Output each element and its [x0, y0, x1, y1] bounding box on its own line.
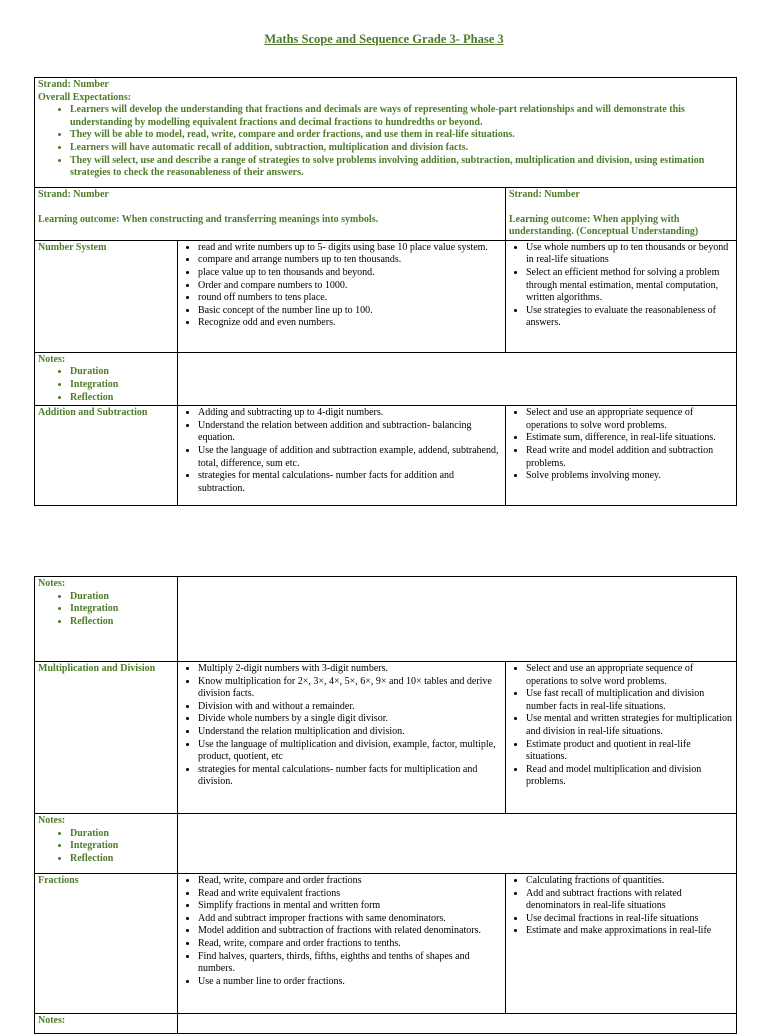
list-item: • Understand the relation multiplication and division. [198, 726, 502, 739]
multiplication-constructing [178, 662, 506, 814]
list-item: • round off numbers to tens place. [198, 292, 502, 305]
list-item: • Model addition and subtraction of fractions with related denominators. [198, 925, 502, 938]
list-item: • place value up to ten thousands and beyond. [198, 267, 502, 280]
multiplication-applying [506, 662, 737, 814]
notes-cell [35, 352, 178, 405]
notes-item: • Reflection [70, 853, 174, 866]
list-item: • Use fast recall of multiplication and division number facts in real-life situations. [526, 688, 733, 713]
list-item: • Read and write equivalent fractions [198, 888, 502, 901]
list-item: • strategies for mental calculations- number facts for addition and subtraction. [198, 470, 502, 495]
overall-item: • They will be able to model, read, write, compare and order fractions, and use them in real-life situations. [70, 129, 733, 142]
list-item: • Use a number line to order fractions. [198, 976, 502, 989]
overall-list [38, 104, 733, 180]
notes-label: Notes: [38, 578, 66, 589]
list-item: • Select and use an appropriate sequence of operations to solve word problems. [526, 407, 733, 432]
notes-empty-cell [178, 352, 737, 405]
overall-label: Overall Expectations: [38, 91, 132, 103]
notes-item: • Integration [70, 603, 174, 616]
fractions-applying [506, 874, 737, 1014]
list-item: • strategies for mental calculations- number facts for multiplication and division. [198, 764, 502, 789]
list-item: • Use the language of multiplication and division, example, factor, multiple, product, quotient, etc [198, 739, 502, 764]
list-item: • Adding and subtracting up to 4-digit numbers. [198, 407, 502, 420]
notes-item: • Reflection [70, 616, 174, 629]
list-item: • Recognize odd and even numbers. [198, 317, 502, 330]
overall-expectations-cell [35, 78, 737, 188]
scope-table-1 [34, 77, 737, 506]
list-item: • Use whole numbers up to ten thousands or beyond in real-life situations [526, 242, 733, 267]
notes-empty-cell [178, 814, 737, 874]
overall-item: • Learners will have automatic recall of addition, subtraction, multiplication and division facts. [70, 142, 733, 155]
notes-item: • Integration [70, 379, 174, 392]
list-item: • read and write numbers up to 5- digits using base 10 place value system. [198, 242, 502, 255]
addition-constructing [178, 406, 506, 506]
addition-applying [506, 406, 737, 506]
list-item: • Calculating fractions of quantities. [526, 875, 733, 888]
list-item: • Add and subtract fractions with related denominators in real-life situations [526, 888, 733, 913]
list-item: • Select and use an appropriate sequence of operations to solve word problems. [526, 663, 733, 688]
list-item: • Use the language of addition and subtraction example, addend, subtrahend, total, difference, sum etc. [198, 445, 502, 470]
row-label-number-system: Number System [35, 240, 178, 352]
notes-cell [35, 814, 178, 874]
notes-item: • Duration [70, 591, 174, 604]
list-item: • Division with and without a remainder. [198, 701, 502, 714]
number-system-applying [506, 240, 737, 352]
strand-label: Strand: Number [38, 79, 109, 90]
page-title: Maths Scope and Sequence Grade 3- Phase 3 [264, 32, 504, 46]
notes-label: Notes: [38, 1015, 66, 1026]
list-item: • Read and model multiplication and division problems. [526, 764, 733, 789]
list-item: • Select an efficient method for solving a problem through mental estimation, mental computation, written algorithms. [526, 267, 733, 305]
overall-item: • Learners will develop the understanding that fractions and decimals are ways of representing whole-part relationships and will demonstrate this understanding by modelling equivalent fractions and decimal fractions to hundredths or beyond. [70, 104, 733, 129]
list-item: • Use strategies to evaluate the reasonableness of answers. [526, 305, 733, 330]
list-item: • Order and compare numbers to 1000. [198, 280, 502, 293]
left-outcome: Learning outcome: When constructing and transferring meanings into symbols. [38, 213, 379, 225]
number-system-constructing [178, 240, 506, 352]
list-item: • Add and subtract improper fractions with same denominators. [198, 913, 502, 926]
list-item: • Basic concept of the number line up to 100. [198, 305, 502, 318]
notes-empty-cell [178, 577, 737, 662]
list-item: • Read, write, compare and order fractions [198, 875, 502, 888]
list-item: • Estimate sum, difference, in real-life situations. [526, 432, 733, 445]
right-strand: Strand: Number [509, 189, 580, 200]
list-item: • Estimate and make approximations in real-life [526, 925, 733, 938]
notes-label: Notes: [38, 353, 66, 365]
list-item: • compare and arrange numbers up to ten thousands. [198, 254, 502, 267]
row-label-addition: Addition and Subtraction [35, 406, 178, 506]
list-item: • Multiply 2-digit numbers with 3-digit numbers. [198, 663, 502, 676]
list-item: • Know multiplication for 2×, 3×, 4×, 5×, 6×, 9× and 10× tables and derive division facts. [198, 676, 502, 701]
notes-item: • Duration [70, 828, 174, 841]
notes-cell [35, 577, 178, 662]
notes-item: • Duration [70, 366, 174, 379]
scope-table-2 [34, 576, 737, 1034]
row-label-multiplication: Multiplication and Division [35, 662, 178, 814]
notes-item: • Integration [70, 840, 174, 853]
right-header-cell [506, 188, 737, 241]
overall-item: • They will select, use and describe a range of strategies to solve problems involving addition, subtraction, multiplication and division, using estimation strategies to check the reasonableness of their answers. [70, 155, 733, 180]
list-item: • Read, write, compare and order fractions to tenths. [198, 938, 502, 951]
list-item: • Divide whole numbers by a single digit divisor. [198, 713, 502, 726]
list-item: • Solve problems involving money. [526, 470, 733, 483]
left-strand: Strand: Number [38, 189, 109, 200]
list-item: • Find halves, quarters, thirds, fifths, eighths and tenths of shapes and numbers. [198, 951, 502, 976]
list-item: • Understand the relation between addition and subtraction- balancing equation. [198, 420, 502, 445]
fractions-constructing [178, 874, 506, 1014]
left-header-cell [35, 188, 506, 241]
row-label-fractions: Fractions [35, 874, 178, 1014]
list-item: • Use decimal fractions in real-life situations [526, 913, 733, 926]
notes-item: • Reflection [70, 392, 174, 405]
list-item: • Estimate product and quotient in real-life situations. [526, 739, 733, 764]
right-outcome: Learning outcome: When applying with understanding. (Conceptual Understanding) [509, 213, 699, 238]
list-item: • Read write and model addition and subtraction problems. [526, 445, 733, 470]
notes-label: Notes: [38, 815, 66, 826]
list-item: • Use mental and written strategies for multiplication and division in real-life situations. [526, 713, 733, 738]
list-item: • Simplify fractions in mental and written form [198, 900, 502, 913]
